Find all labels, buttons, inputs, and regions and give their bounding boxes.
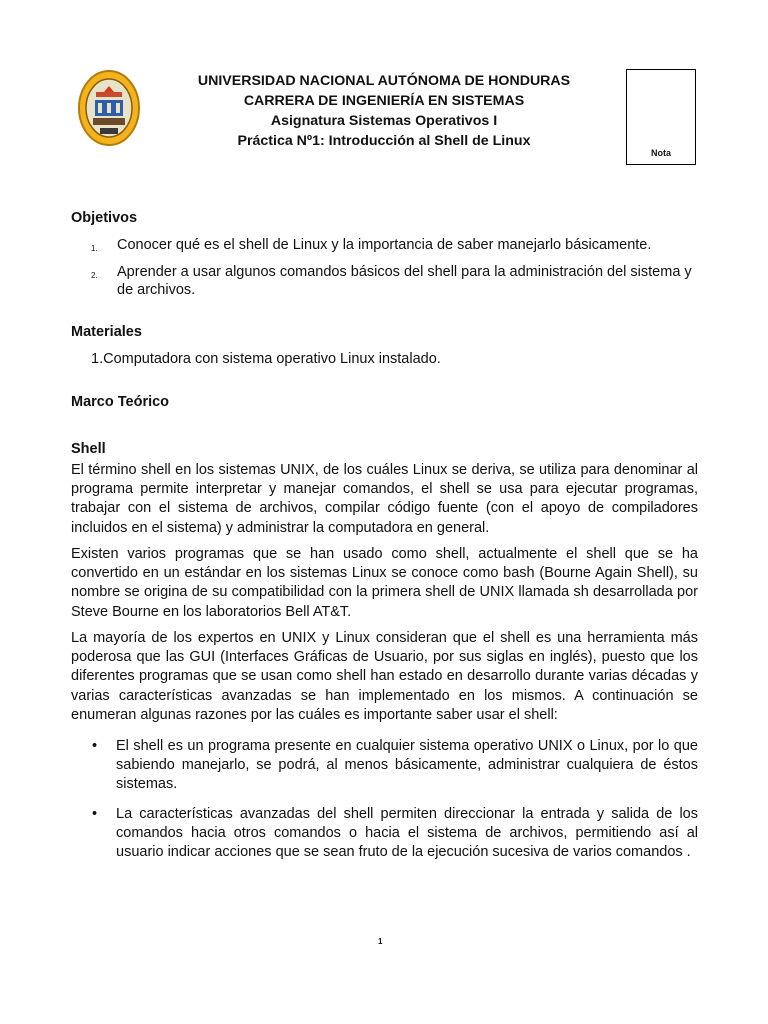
grade-box [626,69,696,165]
page-number: 1 [378,937,383,946]
career-name: CARRERA DE INGENIERÍA EN SISTEMAS [243,93,525,109]
practice-title: Práctica Nº1: Introducción al Shell de Linux [237,133,531,149]
list-number: 2. [91,271,98,280]
shell-heading: Shell [71,441,106,457]
document-header [150,71,618,151]
marco-teorico-heading: Marco Teórico [71,394,170,410]
paragraph: El término shell en los sistemas UNIX, de los cuáles Linux se deriva, se utiliza para denominar al programa permite interpretar y manejar comandos, el shell se usa para ejecutar programas, trabajar con el sistema de archivos, compilar código fuente (con el apoyo de compiladores incluidos en el sistema) y administrar la computadora en general. [71,462,698,536]
materiales-heading: Materiales [71,324,142,340]
bullet-text: La características avanzadas del shell permiten direccionar la entrada y salida de los comandos hacia otros comandos o hacia el sistema de archivos, permitiendo así al usuario indicar acciones que se sean fruto de la ejecución sucesiva de varios comandos . [116,806,698,861]
university-name: UNIVERSIDAD NACIONAL AUTÓNOMA DE HONDURAS [197,73,571,89]
bullet-item [92,737,698,795]
objective-item [91,263,703,299]
bullet-marker: • [92,738,98,754]
objective-text: Conocer qué es el shell de Linux y la importancia de saber manejarlo básicamente. [117,237,652,253]
materials-item [91,350,703,368]
bullet-text: El shell es un programa presente en cualquier sistema operativo UNIX o Linux, por lo que sabiendo manejarlo, se podrá, al menos básicamente, administrar cualquiera de éstos sistemas. [116,738,698,793]
paragraph: La mayoría de los expertos en UNIX y Linux consideran que el shell es una herramienta más poderosa que las GUI (Interfaces Gráficas de Usuario, por sus siglas en inglés), puesto que los diferentes programas que se usan como shell han estado en desarrollo durante varias décadas y varias características avanzadas se han implementado en los mismos. A continuación se enumeran algunas razones por las cuáles es importante saber usar el shell: [71,630,698,723]
list-number: 1. [91,244,98,253]
objetivos-heading: Objetivos [71,210,138,226]
materials-text: 1.Computadora con sistema operativo Linux instalado. [91,351,441,367]
objective-item [91,236,703,254]
university-seal-logo [78,70,140,146]
course-name: Asignatura Sistemas Operativos I [270,113,498,129]
bullet-item [92,805,698,863]
bullet-marker: • [92,806,98,822]
paragraph: Existen varios programas que se han usado como shell, actualmente el shell que se ha convertido en un estándar en los sistemas Linux se conoce como bash (Bourne Again Shell), su nombre se origina de su compatibilidad con la primera shell de UNIX llamada sh desarrollada por Steve Bourne en los laboratorios Bell AT&T. [71,546,698,620]
grade-label: Nota [651,148,671,158]
objective-text: Aprender a usar algunos comandos básicos del shell para la administración del sistema y de archivos. [117,264,692,298]
